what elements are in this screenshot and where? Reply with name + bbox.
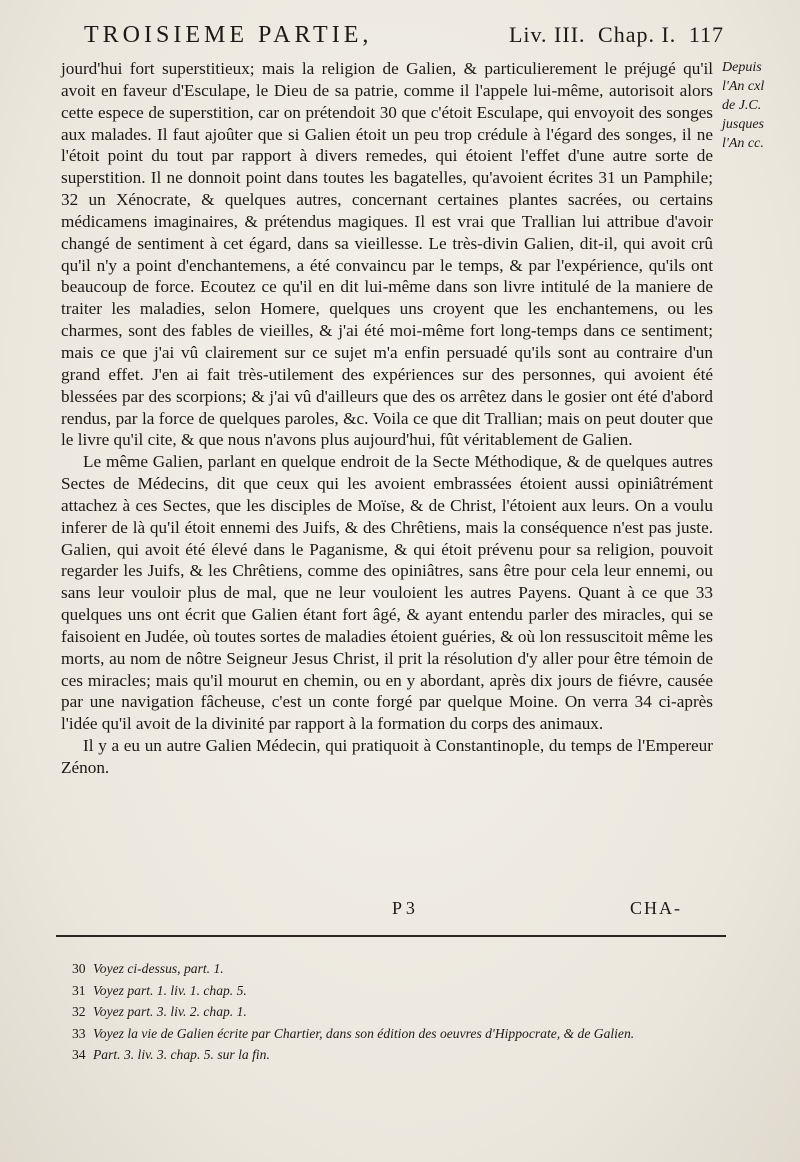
page-number: 117 — [688, 22, 724, 47]
chapter-number: Chap. I. — [598, 22, 677, 47]
footnotes — [72, 958, 732, 1066]
catchword: CHA- — [630, 898, 682, 918]
part-title: TROISIEME PARTIE, — [84, 22, 373, 48]
running-header — [84, 22, 724, 49]
footnote-text: Voyez la vie de Galien écrite par Chartier, dans son édition des oeuvres d'Hippocrate, & de Galien. — [93, 1025, 635, 1041]
book-number: Liv. III. — [508, 22, 586, 47]
footnote-text: Voyez ci-dessus, part. 1. — [93, 961, 224, 976]
margin-note — [722, 58, 794, 153]
footnote-text: Voyez part. 3. liv. 2. chap. 1. — [93, 1004, 247, 1019]
footnote-number: 33 — [72, 1025, 86, 1041]
footnote — [72, 1001, 732, 1023]
paragraph: Le même Galien, parlant en quelque endroit de la Secte Méthodique, & de quelques autres Sectes de Médecins, dit que ceux qui les avoient embrassées étoient aussi opiniâtrément attachez à ces Sectes, que les disciples de Moïse, & de Christ, l'étoient aux leurs. On a voulu inferer de là qu'il étoit ennemi des Juifs, & des Chrêtiens, mais la conséquence n'est pas juste. Galien, qui avoit été élevé dans le Paganisme, & qui étoit prévenu pour sa religion, pouvoit regarder les Juifs, & les Chrêtiens, comme des opiniâtres, sans être pour cela leur ennemi, ou sans leur vouloir plus de mal, que ne leur vouloient les autres Payens. Quant à ce que 33 quelques uns ont écrit que Galien étant fort âgé, & ayant entendu parler des miracles, qui se faisoient en Judée, où toutes sortes de maladies étoient guéries, & où lon ressuscitoit même les morts, au nom de nôtre Seigneur Jesus Christ, il prit la résolution d'y aller pour être témoin de ces miracles; mais qu'il mourut en chemin, ou en y abordant, après dix jours de fiévre, causée par une navigation fâcheuse, c'est un conte forgé par quelque Moine. On verra 34 ci-après l'idée qu'il avoit de la divinité par rapport à la formation du corps des animaux. — [61, 452, 713, 734]
footnote-divider — [56, 935, 726, 937]
paragraph: Il y a eu un autre Galien Médecin, qui pratiquoit à Constantinople, du temps de l'Empereur Zénon. — [61, 736, 713, 777]
footnote — [72, 1044, 732, 1066]
margin-note-line: de J.C. — [722, 98, 762, 113]
margin-note-line: Depuis — [722, 60, 762, 75]
footnote — [72, 980, 732, 1002]
footnote — [72, 1023, 732, 1045]
margin-note-line: l'An cxl — [722, 79, 765, 94]
footnote-number: 34 — [72, 1047, 86, 1062]
footnote-number: 32 — [72, 1004, 86, 1019]
main-text — [61, 58, 713, 779]
footnote-text: Voyez part. 1. liv. 1. chap. 5. — [93, 982, 247, 998]
header-right — [503, 22, 724, 48]
margin-note-line: jusques — [722, 117, 764, 132]
signature-mark: P 3 — [392, 898, 415, 918]
paragraph: jourd'hui fort superstitieux; mais la religion de Galien, & particulierement le préjugé qu'il avoit en faveur d'Esculape, le Dieu de sa patrie, comme il l'appele lui-même, autorisoit alors cette espece de superstition, car on prétendoit 30 que c'étoit Esculape, qui envoyoit des songes aux malades. Il faut ajoûter que si Galien étoit un peu trop crédule à l'égard des songes, il ne l'étoit point du tout par rapport à divers remedes, qui étoient l'effet d'une autre sorte de superstition. Il ne donnoit point dans toutes les bagatelles, qu'avoient écrites 31 un Pamphile; 32 un Xénocrate, & quelques autres, concernant certaines plantes sacrées, ou certains médicamens imaginaires, & prétendus magiques. Il est vrai que Trallian lui attribue d'avoir changé de sentiment à cet égard, dans sa vieillesse. Le très-divin Galien, dit-il, qui avoit crû qu'il n'y a point d'enchantemens, a été convaincu par le temps, & par l'expérience, qu'ils ont beaucoup de force. Ecoutez ce qu'il en dit lui-même dans son livre intitulé de la maniere de traiter les maladies, selon Homere, quelques uns croyent que les enchantemens, ou les charmes, sont des fables de vieilles, & j'ai été moi-même fort long-temps dans ce sentiment; mais ce que j'ai vû clairement sur ce sujet m'a enfin persuadé qu'ils sont au contraire d'un grand effet. J'en ai fait très-utilement des expériences sur des personnes, qui avoient été blessées par des scorpions; & j'ai vû d'ailleurs que des os arrêtez dans le gosier ont été d'abord rendus, par la force de quelques paroles, &c. Voila ce que dit Trallian; mais on peut douter que le livre qu'il cite, & que nous n'avons plus aujourd'hui, fût véritablement de Galien. — [61, 59, 713, 450]
footnote-number: 31 — [72, 982, 86, 998]
footnote — [72, 958, 732, 980]
footnote-number: 30 — [72, 961, 86, 976]
margin-note-line: l'An cc. — [722, 136, 764, 151]
footnote-text: Part. 3. liv. 3. chap. 5. sur la fin. — [93, 1047, 270, 1062]
